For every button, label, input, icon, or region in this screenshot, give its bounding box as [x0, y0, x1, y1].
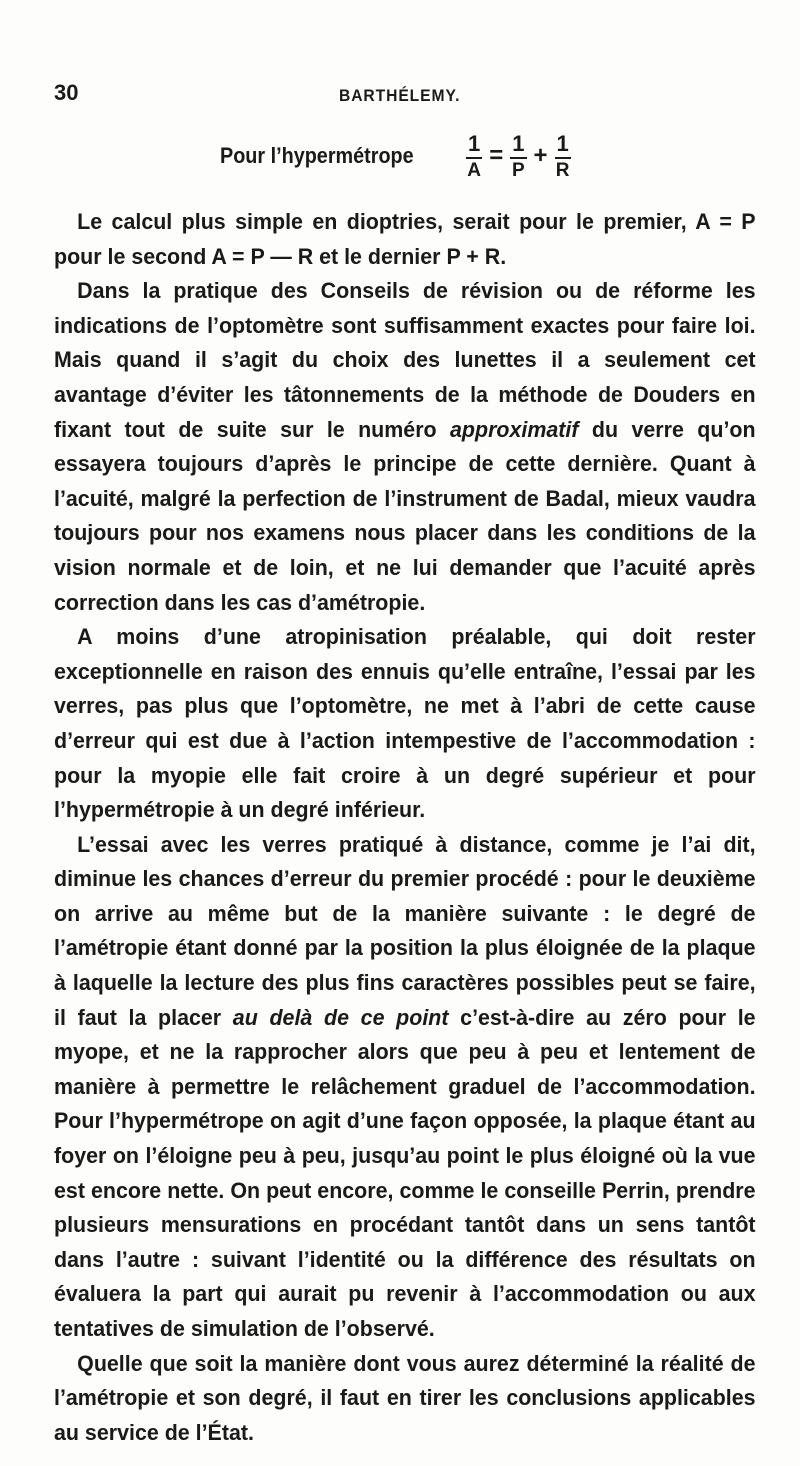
text-run: Dans la pratique des Conseils de révision ou de réforme les indications de l’optomètre sont suffisamment exactes pour faire loi. Mais quand il s’agit du choix des lunettes il a seulement cet avantage d’éviter les tâtonnements de la méthode de Douders en fixant tout de suite sur le numéro	[54, 278, 756, 442]
running-head: BARTHÉLEMY.	[339, 86, 461, 105]
equals-sign: =	[489, 142, 504, 169]
formula-lead-text: Pour l’hypermétrope	[220, 143, 414, 168]
fraction-denominator: A	[467, 159, 481, 181]
fraction-numerator: 1	[510, 133, 526, 159]
text-run: Quelle que soit la manière dont vous aurez déterminé la réalité de l’amétropie et son degré, il faut en tirer les conclusions applicables au service de l’État.	[54, 1350, 756, 1445]
fraction-numerator: 1	[466, 133, 482, 159]
plus-sign: +	[533, 142, 548, 169]
text-run: A moins d’une atropinisation préalable, qui doit rester exceptionnelle en raison des ennuis qu’elle entraîne, l’essai par les verres, pas plus que l’optomètre, ne met à l’abri de cette cause d’erreur qui est due à l’action intempestive de l’accommodation : pour la myopie elle fait croire à un degré supérieur et pour l’hypermétropie à un degré inférieur.	[54, 624, 756, 823]
page-number: 30	[54, 80, 79, 105]
paragraph	[54, 274, 756, 620]
body-text	[54, 205, 756, 1450]
paragraph	[54, 1347, 756, 1451]
fraction-1-over-a	[466, 130, 482, 181]
italic-text: au delà de ce point	[232, 1004, 449, 1030]
hypermetropia-formula	[220, 126, 575, 186]
paragraph	[54, 620, 756, 828]
text-run: du verre qu’on essayera toujours d’après le principe de cette dernière. Quant à l’acuité, malgré la perfection de l’instrument de Badal, mieux vaudra toujours pour nos examens nous placer dans les conditions de la vision normale et de loin, et ne lui demander que l’acuité après correction dans les cas d’amétropie.	[54, 416, 756, 615]
paragraph	[54, 828, 756, 1347]
italic-text: approximatif	[450, 416, 579, 442]
fraction-1-over-p	[510, 130, 526, 181]
text-run: c’est-à-dire au zéro pour le myope, et ne la rapprocher alors que peu à peu et lentement de manière à permettre le relâchement graduel de l’accommodation. Pour l’hypermétrope on agit d’une façon opposée, la plaque étant au foyer on l’éloigne peu à peu, jusqu’au point le plus éloigné où la vue est encore nette. On peut encore, comme le conseille Perrin, prendre plusieurs mensurations en procédant tantôt dans un sens tantôt dans l’autre : suivant l’identité ou la différence des résultats on évaluera la part qui aurait pu revenir à l’accommodation ou aux tentatives de simulation de l’observé.	[54, 1004, 756, 1341]
fraction-1-over-r	[555, 130, 571, 181]
page-header	[54, 80, 754, 110]
paragraph	[54, 205, 756, 274]
fraction-denominator: P	[512, 159, 525, 181]
text-run: L’essai avec les verres pratiqué à distance, comme je l’ai dit, diminue les chances d’erreur du premier procédé : pour le deuxième on arrive au même but de la manière suivante : le degré de l’amétropie étant donné par la position la plus éloignée de la plaque à laquelle la lecture des plus fins caractères possibles peut se faire, il faut la placer	[54, 831, 756, 1030]
fraction-numerator: 1	[555, 133, 571, 159]
fraction-denominator: R	[555, 159, 570, 181]
text-run: Le calcul plus simple en dioptries, serait pour le premier, A = P pour le second A = P — R et le dernier P + R.	[54, 209, 756, 269]
